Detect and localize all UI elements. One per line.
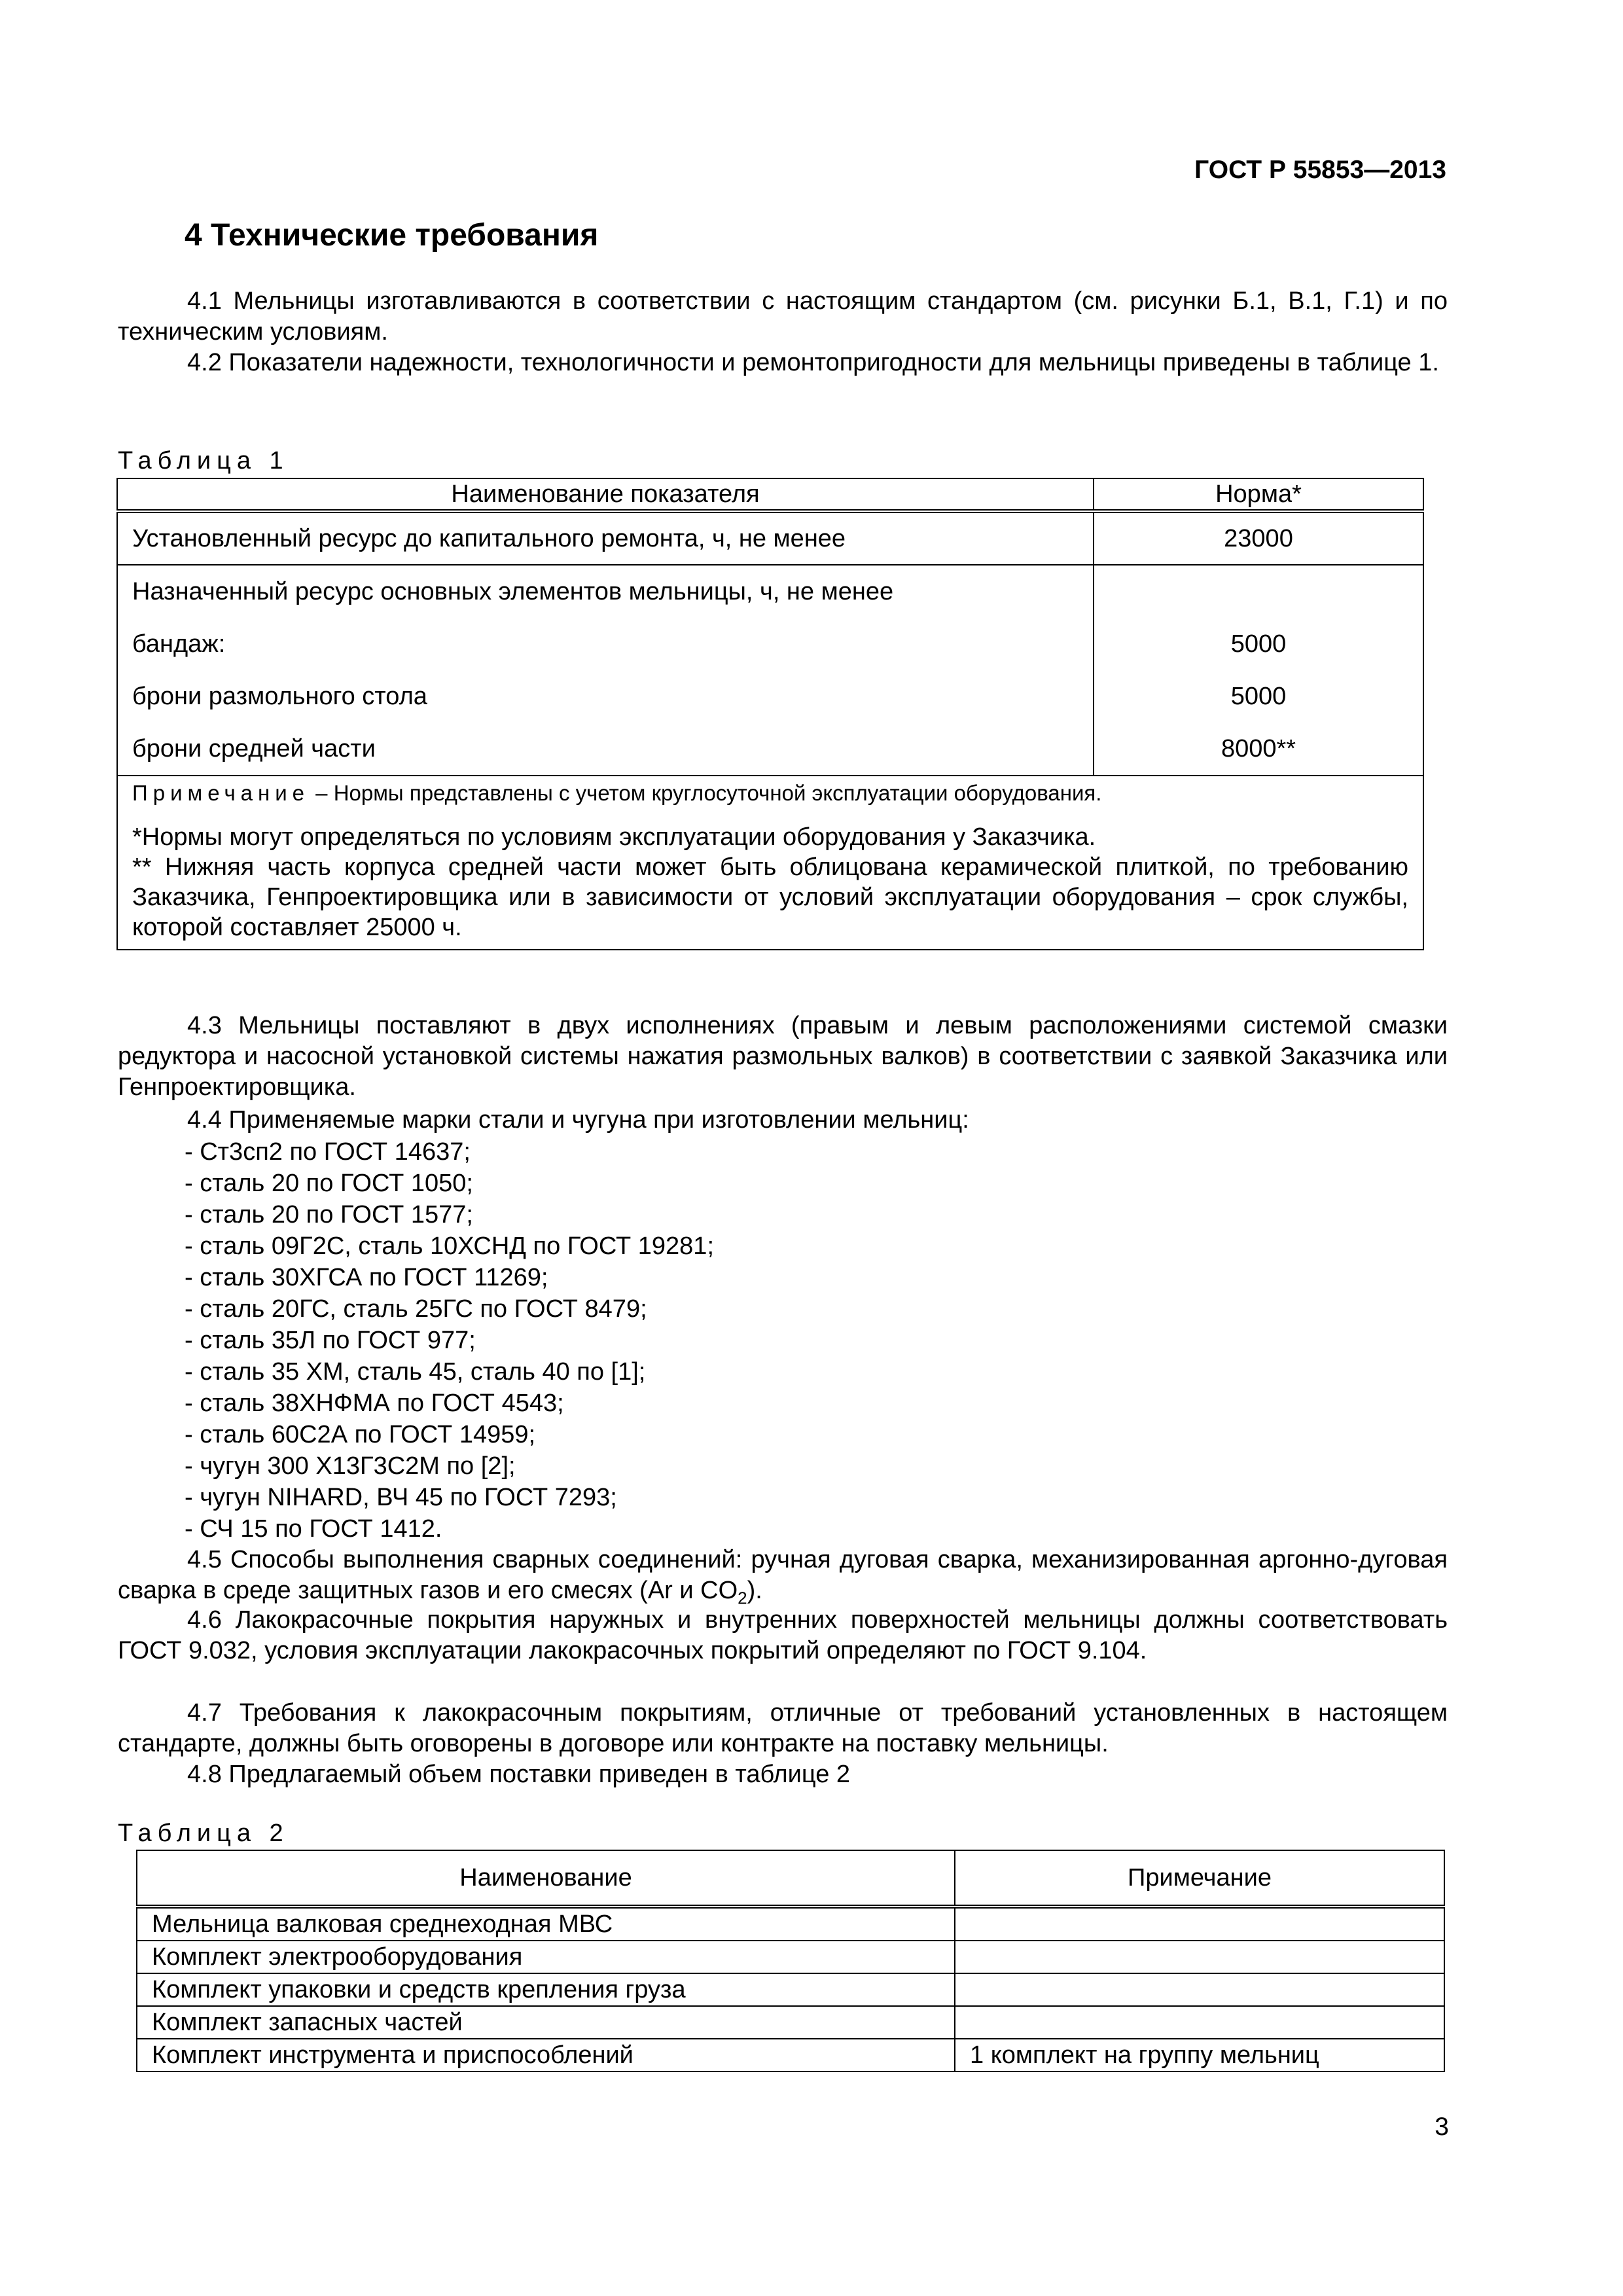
table-row — [137, 2039, 1444, 2072]
page-number: 3 — [1435, 2113, 1449, 2141]
table1-item-middle-armor: брони средней части — [132, 735, 376, 762]
footnote-1: *Нормы могут определяться по условиям эксплуатации оборудования у Заказчика. — [132, 823, 1096, 851]
table2-row4-note — [955, 2006, 1444, 2039]
table2-row1-name: Мельница валковая среднеходная МВС — [137, 1907, 955, 1941]
list-item: - СЧ 15 по ГОСТ 1412. — [185, 1515, 442, 1543]
table2-row2-note — [955, 1941, 1444, 1973]
list-item: - сталь 35 ХМ, сталь 45, сталь 40 по [1]; — [185, 1358, 646, 1386]
table1-col-norm: Норма* — [1094, 478, 1423, 511]
list-item: - сталь 60С2А по ГОСТ 14959; — [185, 1421, 536, 1448]
table2-row2-name: Комплект электрооборудования — [137, 1941, 955, 1973]
table-1 — [116, 478, 1424, 950]
table1-row1-name: Установленный ресурс до капитального ремонта, ч, не менее — [117, 511, 1094, 565]
list-item: - сталь 09Г2С, сталь 10ХСНД по ГОСТ 19281; — [185, 1232, 715, 1260]
table1-item-bandage-value: 5000 — [1230, 630, 1287, 658]
table1-item-table-armor: брони размольного стола — [132, 683, 427, 710]
table1-item-bandage: бандаж: — [132, 630, 226, 658]
table-row — [117, 511, 1423, 565]
table2-caption: Таблица 2 — [118, 1820, 289, 1847]
paragraph-4-7: 4.7 Требования к лакокрасочным покрытиям, отличные от требований установленных в настоящем стандарте, должны быть оговорены в договоре или контракте на поставку мельницы. — [118, 1699, 1448, 1757]
table2-col-note: Примечание — [955, 1850, 1444, 1907]
table2-row3-name: Комплект упаковки и средств крепления груза — [137, 1973, 955, 2006]
list-item: - сталь 20 по ГОСТ 1050; — [185, 1170, 473, 1197]
table-row — [137, 2006, 1444, 2039]
table1-item-table-armor-value: 5000 — [1230, 683, 1287, 710]
table-row — [117, 565, 1423, 776]
note-text: – Нормы представлены с учетом круглосуточной эксплуатации оборудования. — [310, 781, 1102, 805]
table-row — [137, 1941, 1444, 1973]
document-code: ГОСТ Р 55853—2013 — [1194, 156, 1446, 184]
list-item: - сталь 20ГС, сталь 25ГС по ГОСТ 8479; — [185, 1295, 647, 1323]
table-row — [137, 1973, 1444, 2006]
materials-list — [185, 1136, 714, 1545]
table2-header-row — [137, 1850, 1444, 1907]
table2-row1-note — [955, 1907, 1444, 1941]
list-item: - чугун 300 Х13Г3С2М по [2]; — [185, 1452, 516, 1480]
list-item: - сталь 30ХГСА по ГОСТ 11269; — [185, 1264, 548, 1291]
paragraph-4-6: 4.6 Лакокрасочные покрытия наружных и внутренних поверхностей мельницы должны соответствовать ГОСТ 9.032, условия эксплуатации лакокрасочных покрытий определяют по ГОСТ 9.104. — [118, 1606, 1448, 1664]
table2-col-name: Наименование — [137, 1850, 955, 1907]
table1-row2-name: Назначенный ресурс основных элементов мельницы, ч, не менее — [132, 578, 894, 605]
paragraph-4-8: 4.8 Предлагаемый объем поставки приведен в таблице 2 — [187, 1761, 851, 1788]
table-2 — [136, 1850, 1445, 2072]
table1-item-middle-armor-value: 8000** — [1221, 735, 1296, 762]
paragraph-4-4: 4.4 Применяемые марки стали и чугуна при изготовлении мельниц: — [187, 1106, 969, 1134]
table1-header-row — [117, 478, 1423, 511]
table2-row4-name: Комплект запасных частей — [137, 2006, 955, 2039]
table2-row3-note — [955, 1973, 1444, 2006]
list-item: - сталь 38ХНФМА по ГОСТ 4543; — [185, 1390, 564, 1417]
list-item: - сталь 35Л по ГОСТ 977; — [185, 1327, 476, 1354]
footnote-2: ** Нижняя часть корпуса средней части может быть облицована керамической плиткой, по требованию Заказчика, Генпроектировщика или в зависимости от условий эксплуатации оборудования – срок службы, которой составляет 25000 ч. — [132, 853, 1408, 941]
table2-row5-note: 1 комплект на группу мельниц — [955, 2039, 1444, 2072]
table1-row1-value: 23000 — [1094, 511, 1423, 565]
list-item: - Ст3сп2 по ГОСТ 14637; — [185, 1138, 471, 1166]
table1-caption: Таблица 1 — [118, 447, 289, 475]
paragraph-4-2: 4.2 Показатели надежности, технологичности и ремонтопригодности для мельницы приведены в таблице 1. — [187, 349, 1439, 376]
paragraph-4-1: 4.1 Мельницы изготавливаются в соответствии с настоящим стандартом (см. рисунки Б.1, В.1, Г.1) и по техническим условиям. — [118, 287, 1448, 346]
note-label: Примечание — [132, 781, 310, 805]
table1-note-row — [117, 776, 1423, 950]
list-item: - чугун NIHARD, ВЧ 45 по ГОСТ 7293; — [185, 1484, 617, 1511]
paragraph-4-5: 4.5 Способы выполнения сварных соединений: ручная дуговая сварка, механизированная аргонно-дуговая сварка в среде защитных газов и его смесях (Ar и $CO_2$). — [118, 1546, 1448, 1608]
table1-col-name: Наименование показателя — [117, 478, 1094, 511]
list-item: - сталь 20 по ГОСТ 1577; — [185, 1201, 473, 1229]
table2-row5-name: Комплект инструмента и приспособлений — [137, 2039, 955, 2072]
paragraph-4-3: 4.3 Мельницы поставляют в двух исполнениях (правым и левым расположениями системой смазки редуктора и насосной установкой системы нажатия размольных валков) в соответствии с заявкой Заказчика или Генпроектировщика. — [118, 1012, 1448, 1101]
table-row — [137, 1907, 1444, 1941]
section-title: 4 Технические требования — [185, 218, 599, 253]
subscript-2: 2 — [738, 1588, 747, 1608]
